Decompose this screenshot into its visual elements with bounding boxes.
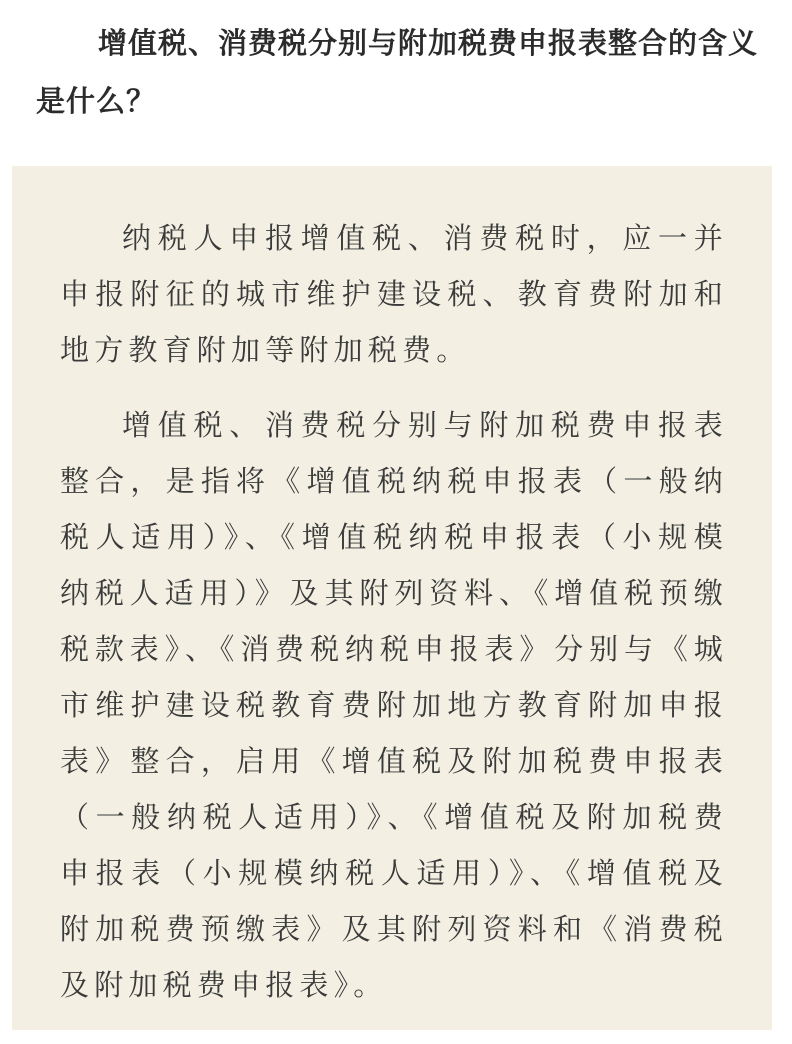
answer-paragraph: 增值税、消费税分别与附加税费申报表整合，是指将《增值税纳税申报表（一般纳税人适用）》、《增值税纳税申报表（小规模纳税人适用）》及其附列资料、《增值税预缴税款表》、《消费税纳税申报表》分别与《城市维护建设税教育费附加地方教育附加申报表》整合，启用《增值税及附加税费申报表（一般纳税人适用）》、《增值税及附加税费申报表（小规模纳税人适用）》、《增值税及附加税费预缴表》及其附列资料和《消费税及附加税费申报表》。 (60, 408, 728, 1002)
question-heading: 增值税、消费税分别与附加税费申报表整合的含义是什么？ (36, 26, 759, 118)
answer-paragraph: 纳税人申报增值税、消费税时，应一并申报附征的城市维护建设税、教育费附加和地方教育附加等附加税费。 (60, 221, 728, 367)
answer-box (12, 166, 772, 1030)
